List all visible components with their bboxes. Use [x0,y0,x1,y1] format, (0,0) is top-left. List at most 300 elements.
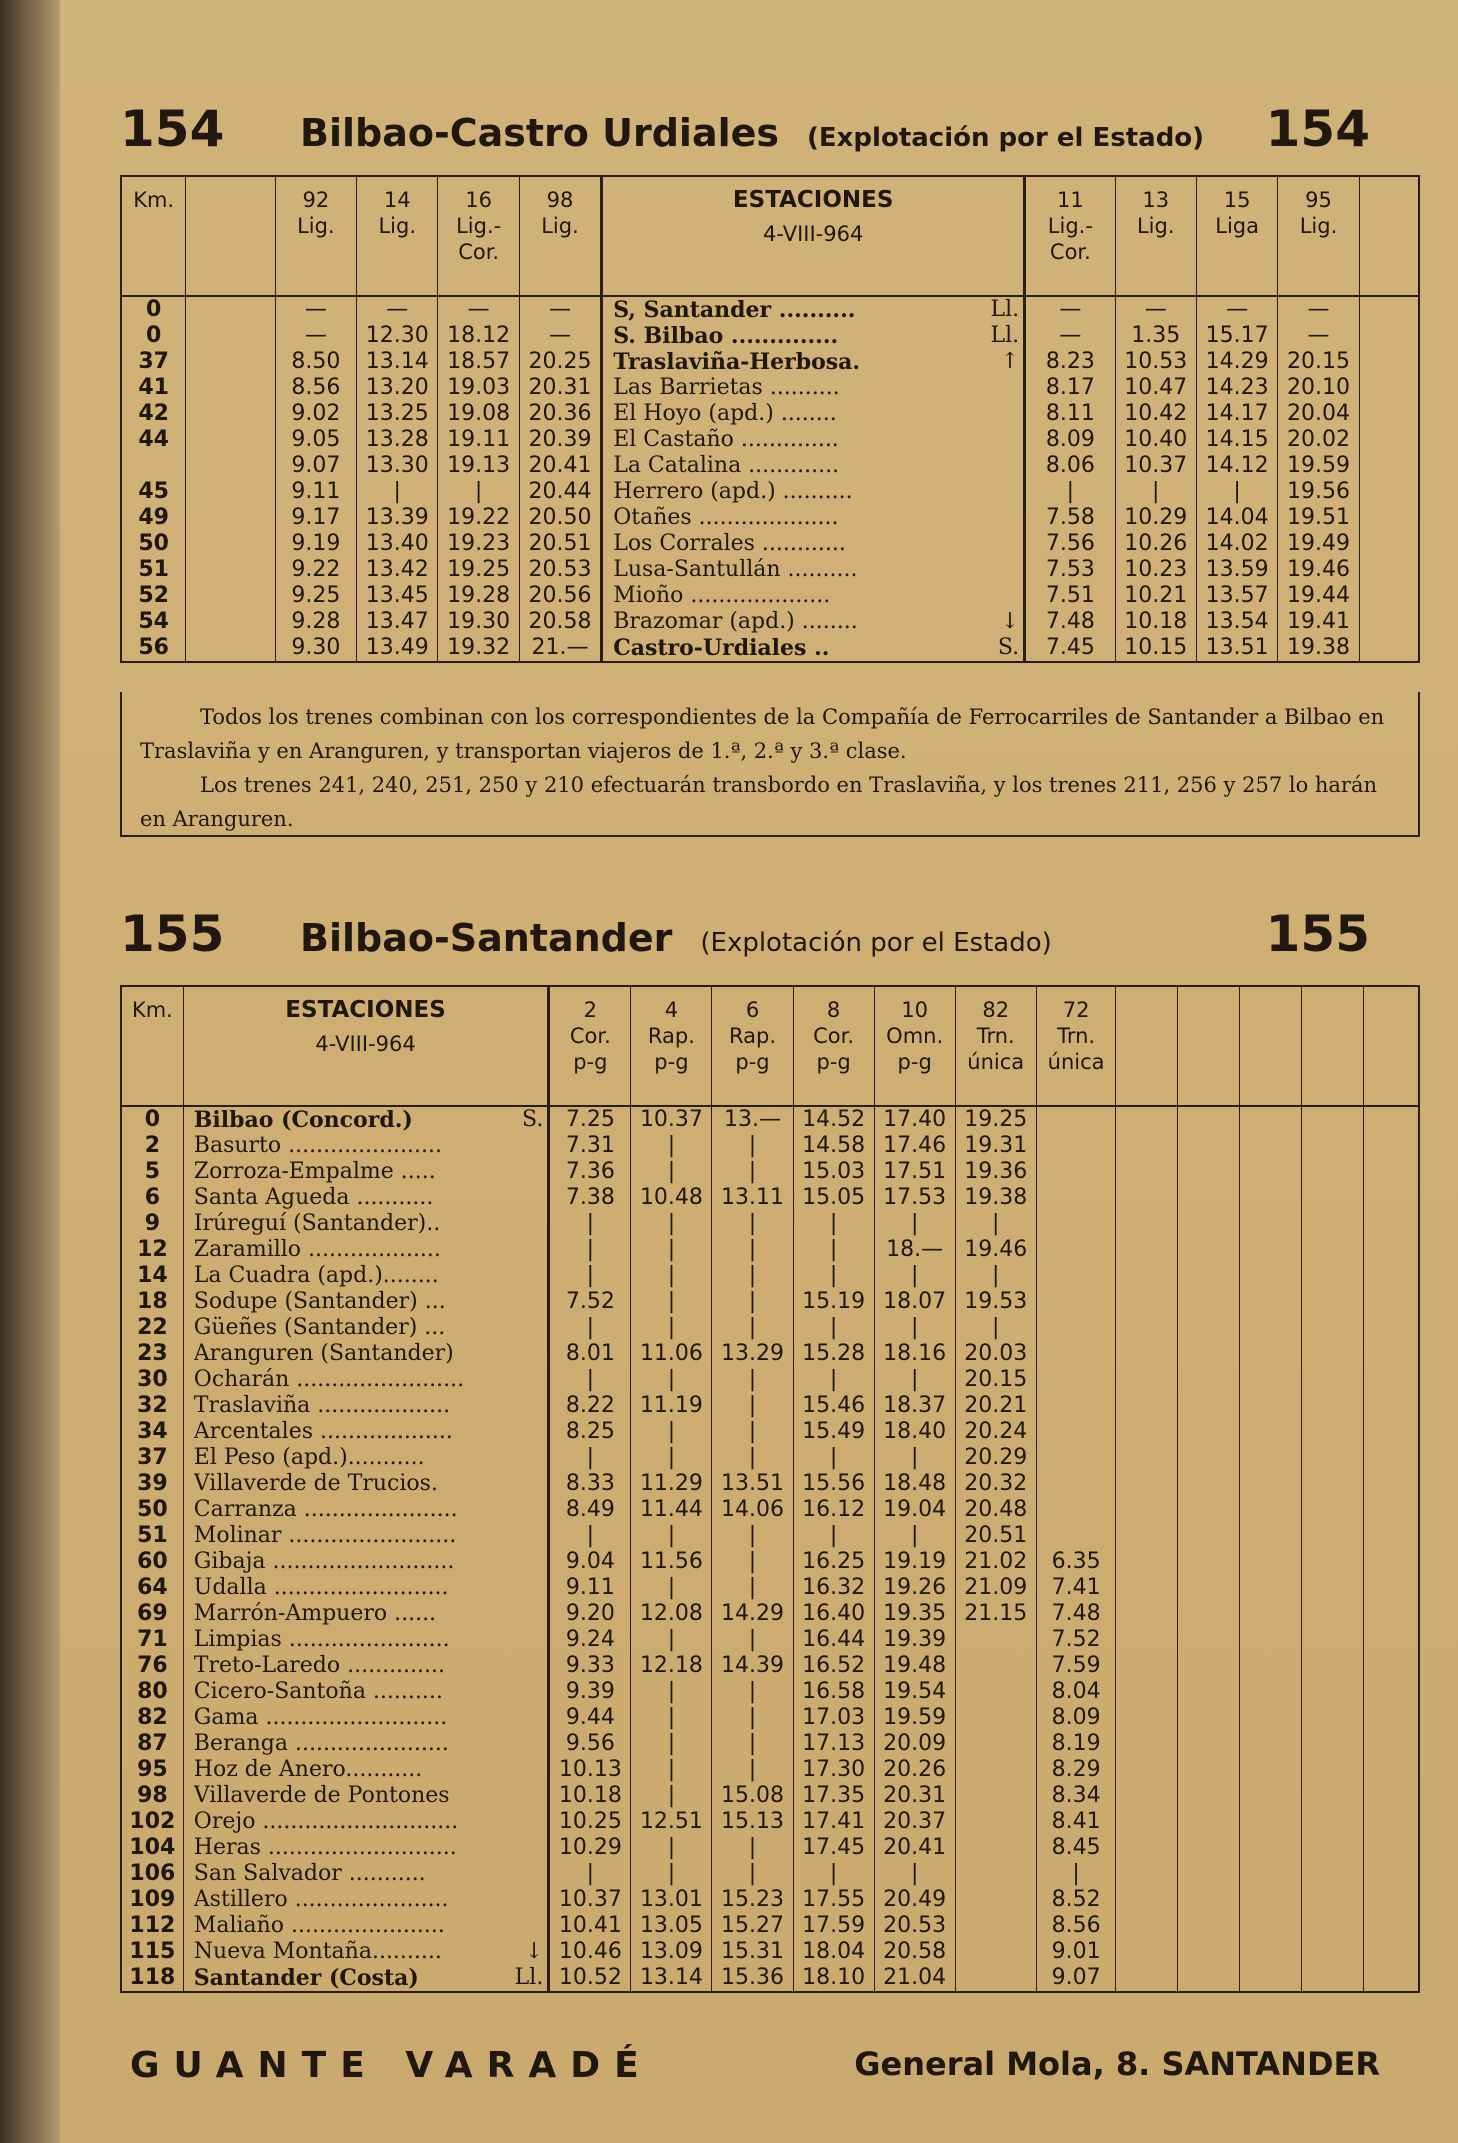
time-cell [960,1887,1032,1913]
station-name: Zorroza-Empalme ..... [193,1159,436,1184]
time-cell: 19.49 [1287,531,1350,556]
time-cell: 12.08 [639,1601,703,1626]
time-cell: 12.30 [365,323,429,348]
note-paragraph: Todos los trenes combinan con los correspondientes de la Compañía de Ferrocarriles de Santander a Bilbao en Traslaviña y en Aranguren, y transportan viajeros de 1.ª, 2.ª y 3.ª clase. [140,705,1385,763]
timetable-154 [120,175,1420,663]
time-cell: 9.30 [291,635,341,660]
time-cell: — [1307,323,1330,348]
station-name: Heras ........................... [193,1835,457,1860]
station-name: Mioño .................... [613,583,831,608]
time-cell [960,1913,1032,1939]
time-cell: 20.21 [964,1393,1028,1418]
time-cell: 13.30 [365,453,429,478]
time-cell: 20.41 [883,1835,947,1860]
station-row [613,609,1019,635]
station-row [194,1705,544,1731]
time-cell [1041,1185,1112,1211]
blank-column [1178,986,1240,1106]
train-header: 8 Cor. p-g [793,986,874,1106]
time-cell: 19.44 [1287,583,1350,608]
station-mark [509,1159,543,1185]
time-cell [960,1731,1032,1757]
station-name: La Catalina ............. [613,453,840,478]
km-cell: 115 [129,1939,176,1964]
station-row [194,1679,544,1705]
time-cell: 9.17 [291,505,341,530]
station-name: Lusa-Santullán .......... [613,557,858,582]
km-cell: 87 [137,1731,168,1756]
time-cell: | [910,1445,919,1470]
station-row [194,1341,544,1367]
station-mark [979,505,1019,531]
time-cell [1041,1133,1112,1159]
station-mark [509,1913,543,1939]
time-cell: 9.19 [291,531,341,556]
time-cell: | [748,1393,757,1418]
km-cell: 49 [138,505,169,530]
time-cell: 19.04 [883,1497,947,1522]
time-cell: 20.41 [528,453,592,478]
time-cell: 10.23 [1124,557,1188,582]
time-cell [1041,1237,1112,1263]
time-cell: | [748,1835,757,1860]
time-cell: 13.09 [639,1939,703,1964]
station-name: Beranga ...................... [193,1731,449,1756]
time-cell: — [386,297,409,322]
time-cell: | [910,1263,919,1288]
time-cell: 17.55 [802,1887,866,1912]
km-cell: 42 [138,401,169,426]
time-cell: 8.33 [565,1471,615,1496]
time-cell: 7.41 [1051,1575,1101,1600]
time-cell: 19.13 [447,453,511,478]
time-cell [960,1939,1032,1965]
time-cell: 20.10 [1287,375,1350,400]
time-cell: | [910,1861,919,1886]
km-cell: 51 [137,1523,168,1548]
time-cell: | [748,1861,757,1886]
time-cell: 21.09 [964,1575,1028,1600]
station-mark [509,1497,543,1523]
time-cell: 16.12 [802,1497,866,1522]
time-cell: 7.59 [1051,1653,1101,1678]
station-mark [509,1783,543,1809]
time-cell: 16.52 [802,1653,866,1678]
time-cell: 10.25 [558,1809,622,1834]
time-cell: 13.39 [365,505,429,530]
time-cell: | [748,1237,757,1262]
station-mark [509,1575,543,1601]
station-mark [509,1835,543,1861]
time-cell: 15.03 [802,1159,866,1184]
station-mark [979,427,1019,453]
time-cell: 14.39 [721,1653,784,1678]
time-cell: | [748,1445,757,1470]
km-cell: 50 [137,1497,168,1522]
station-mark [979,453,1019,479]
station-row [194,1185,544,1211]
km-column [121,296,186,662]
time-cell: 12.51 [639,1809,703,1834]
time-cell: 19.59 [1287,453,1350,478]
time-cell: | [586,1237,595,1262]
station-mark [509,1731,543,1757]
train-header: 14 Lig. [357,176,438,296]
time-cell: 20.02 [1287,427,1350,452]
time-cell: 19.25 [447,557,511,582]
time-cell: 13.45 [365,583,429,608]
time-cell: 15.27 [721,1913,784,1938]
time-cell: 10.15 [1124,635,1188,660]
time-cell: | [586,1445,595,1470]
km-column [121,1106,183,1992]
time-cell: 20.04 [1287,401,1350,426]
km-cell: 14 [137,1263,168,1288]
table-subtitle: (Explotación por el Estado) [700,928,1052,958]
time-cell: 10.29 [1124,505,1188,530]
time-cell: 18.40 [883,1419,947,1444]
time-cell: | [748,1731,757,1756]
km-cell: 23 [137,1341,168,1366]
station-row [194,1237,544,1263]
time-cell: 9.04 [565,1549,615,1574]
time-cell: 8.56 [1051,1913,1101,1938]
time-cell: 7.52 [1051,1627,1101,1652]
time-cell: 17.35 [802,1783,866,1808]
station-mark: Ll. [990,297,1020,322]
train-header: 95 Lig. [1278,176,1359,296]
time-cell: | [748,1679,757,1704]
train-header: 16 Lig.-Cor. [438,176,519,296]
time-cell: 7.51 [1045,583,1095,608]
station-name: Treto-Laredo .............. [193,1653,446,1678]
station-row [194,1211,544,1237]
time-cell: 6.35 [1051,1549,1101,1574]
train-times-column [1115,296,1196,662]
time-cell: 8.25 [565,1419,615,1444]
station-name: Castro-Urdiales .. [613,635,830,661]
time-cell: 19.30 [447,609,511,634]
time-cell: | [992,1263,1000,1288]
time-cell: 9.01 [1051,1939,1101,1964]
time-cell: | [829,1211,838,1236]
time-cell: 10.47 [1124,375,1188,400]
time-cell [1041,1393,1112,1419]
km-cell: 37 [138,349,169,374]
time-cell: 20.37 [883,1809,947,1834]
time-cell: 7.31 [565,1133,615,1158]
time-cell: | [586,1315,595,1340]
station-name: Los Corrales ............ [613,531,846,556]
time-cell: 10.42 [1124,401,1188,426]
station-name: Herrero (apd.) .......... [613,479,853,504]
time-cell: 18.07 [883,1289,947,1314]
station-row [194,1471,544,1497]
time-cell: 8.49 [565,1497,615,1522]
time-cell: — [1059,297,1082,322]
train-header: 82 Trn. única [955,986,1036,1106]
station-name: Traslaviña-Herbosa. [613,349,861,375]
time-cell: | [910,1523,919,1548]
time-cell: 7.48 [1045,609,1095,634]
time-cell: 17.59 [802,1913,866,1938]
time-cell [1041,1107,1112,1133]
station-mark [979,479,1019,505]
station-row [613,583,1019,609]
km-cell: 44 [138,427,169,452]
station-mark [509,1679,543,1705]
time-cell: | [474,479,483,504]
km-cell: 106 [129,1861,176,1886]
train-header: 11 Lig.-Cor. [1025,176,1115,296]
station-row [194,1757,544,1783]
time-cell: | [829,1237,838,1262]
station-mark: S. [997,635,1020,660]
km-cell: 50 [138,531,169,556]
time-cell: 9.20 [565,1601,615,1626]
time-cell: 10.37 [558,1887,622,1912]
time-cell: 10.52 [558,1965,622,1990]
km-cell: 98 [137,1783,168,1808]
time-cell: 20.50 [528,505,592,530]
station-row [194,1133,544,1159]
km-cell: 32 [137,1393,168,1418]
time-cell: 20.31 [528,375,592,400]
time-cell: 14.29 [1205,349,1269,374]
time-cell: 17.46 [883,1133,947,1158]
time-cell: 8.45 [1051,1835,1101,1860]
station-mark [509,1445,543,1471]
station-row [613,401,1019,427]
time-cell: 21.— [531,635,589,660]
station-name: Zaramillo ................... [193,1237,441,1262]
station-mark [509,1523,543,1549]
time-cell: 10.29 [558,1835,622,1860]
time-cell: — [549,297,572,322]
time-cell: 8.09 [1051,1705,1101,1730]
station-row [613,349,1019,375]
time-cell [1041,1367,1112,1393]
time-cell: | [748,1263,757,1288]
time-cell: 18.12 [447,323,511,348]
time-cell: 10.26 [1124,531,1188,556]
time-cell: 18.37 [883,1393,947,1418]
time-cell: | [829,1367,838,1392]
time-cell: 9.11 [565,1575,615,1600]
time-cell: | [667,1133,676,1158]
time-cell [1041,1445,1112,1471]
station-name: San Salvador ........... [193,1861,426,1886]
station-mark [979,375,1019,401]
blank-cell [1178,1106,1240,1992]
time-cell: 18.04 [802,1939,866,1964]
footer-address: General Mola, 8. SANTANDER [854,2045,1380,2083]
station-row [194,1445,544,1471]
time-cell: 15.46 [802,1393,866,1418]
station-name: Molinar ........................ [193,1523,457,1548]
time-cell: | [748,1133,757,1158]
train-header: 6 Rap. p-g [712,986,793,1106]
train-header: 10 Omn. p-g [874,986,955,1106]
train-times-column [955,1106,1036,1992]
time-cell: 20.48 [964,1497,1028,1522]
time-cell: 8.50 [291,349,341,374]
station-mark [509,1861,543,1887]
time-cell: | [667,1315,676,1340]
time-cell: 20.49 [883,1887,947,1912]
time-cell: | [667,1419,676,1444]
station-row [194,1653,544,1679]
train-header: 98 Lig. [519,176,601,296]
station-mark [979,401,1019,427]
time-cell: | [667,1367,676,1392]
time-cell: 19.11 [447,427,511,452]
station-name: Maliaño ...................... [193,1913,445,1938]
table-number-right: 154 [1265,100,1370,158]
time-cell: 9.56 [565,1731,615,1756]
time-cell: 9.25 [291,583,341,608]
time-cell: | [667,1159,676,1184]
time-cell: 8.04 [1051,1679,1101,1704]
time-cell: 15.31 [721,1939,784,1964]
time-cell: | [586,1367,595,1392]
blank-column [1364,986,1419,1106]
station-row [194,1263,544,1289]
train-times-column [1036,1106,1116,1992]
km-cell: 82 [137,1705,168,1730]
time-cell: | [829,1263,838,1288]
time-cell: 19.38 [1287,635,1350,660]
time-cell: 13.40 [365,531,429,556]
train-header: 92 Lig. [275,176,356,296]
time-cell: | [586,1263,595,1288]
note-paragraph: Los trenes 241, 240, 251, 250 y 210 efectuarán transbordo en Traslaviña, y los trenes 211, 256 y 257 lo harán en Aranguren. [140,773,1378,831]
time-cell: 8.34 [1051,1783,1101,1808]
time-cell [1041,1159,1112,1185]
time-cell: — [304,297,327,322]
km-cell: 0 [144,1107,161,1132]
time-cell: 10.37 [1124,453,1188,478]
km-cell: 104 [129,1835,176,1860]
station-row [194,1783,544,1809]
time-cell: 9.02 [291,401,341,426]
time-cell: | [748,1211,757,1236]
time-cell: 14.12 [1205,453,1269,478]
station-row [613,427,1019,453]
station-mark [509,1211,543,1237]
station-row [613,297,1019,323]
km-cell: 51 [138,557,169,582]
station-row [613,635,1019,661]
time-cell: | [829,1445,838,1470]
km-cell: 34 [137,1419,168,1444]
time-cell: 16.25 [802,1549,866,1574]
time-cell: 13.49 [365,635,429,660]
time-cell: 19.59 [883,1705,947,1730]
time-cell [1041,1471,1112,1497]
time-cell: — [549,323,572,348]
time-cell: 14.06 [721,1497,784,1522]
time-cell: 7.58 [1045,505,1095,530]
time-cell: 14.04 [1205,505,1269,530]
station-name: Nueva Montaña.......... [193,1939,442,1964]
station-name: Villaverde de Pontones [193,1783,450,1808]
blank-cell [1359,296,1419,662]
km-cell: 45 [138,479,169,504]
time-cell: | [667,1211,676,1236]
time-cell: | [748,1757,757,1782]
blank-column [1116,986,1178,1106]
time-cell: — [1307,297,1330,322]
time-cell: — [304,323,327,348]
station-row [194,1913,544,1939]
time-cell: | [667,1237,676,1262]
blank-column [1302,986,1364,1106]
time-cell: | [667,1731,676,1756]
time-cell [960,1965,1032,1991]
time-cell: 13.20 [365,375,429,400]
time-cell [960,1627,1032,1653]
time-cell: 20.53 [883,1913,947,1938]
km-cell: 0 [145,297,162,322]
station-name: Gibaja .......................... [193,1549,455,1574]
km-cell: 102 [129,1809,176,1834]
table-title: Bilbao-Castro Urdiales [300,111,780,155]
time-cell: 10.53 [1124,349,1188,374]
station-name: Astillero ...................... [193,1887,449,1912]
time-cell: | [1066,479,1075,504]
station-name: Marrón-Ampuero ...... [193,1601,437,1626]
station-name: Gama .......................... [193,1705,448,1730]
time-cell: 19.35 [883,1601,947,1626]
time-cell: 13.51 [1205,635,1269,660]
time-cell: 20.39 [528,427,592,452]
time-cell: 19.19 [883,1549,947,1574]
time-cell: | [910,1315,919,1340]
time-cell: | [829,1523,838,1548]
time-cell: 20.25 [528,349,592,374]
time-cell: 14.23 [1205,375,1269,400]
train-header: 72 Trn. única [1036,986,1116,1106]
time-cell: 18.10 [802,1965,866,1990]
time-cell [960,1757,1032,1783]
station-mark [509,1627,543,1653]
km-cell: 54 [138,609,169,634]
time-cell: 10.46 [558,1939,622,1964]
station-name: Udalla ......................... [193,1575,449,1600]
time-cell [1041,1523,1112,1549]
time-cell [960,1653,1032,1679]
time-cell: — [1144,297,1167,322]
station-mark [509,1341,543,1367]
time-cell: 13.— [724,1107,781,1132]
time-cell: 15.28 [802,1341,866,1366]
station-name: Güeñes (Santander) ... [193,1315,446,1340]
stations-column [183,1106,549,1992]
time-cell: 9.44 [565,1705,615,1730]
time-cell: 14.17 [1205,401,1269,426]
table-subtitle: (Explotación por el Estado) [807,123,1205,153]
time-cell: 17.03 [802,1705,866,1730]
time-cell: 8.06 [1045,453,1095,478]
time-cell: 11.19 [639,1393,703,1418]
time-cell: | [748,1315,757,1340]
time-cell: 20.53 [528,557,592,582]
time-cell: 19.26 [883,1575,947,1600]
train-times-column [1278,296,1359,662]
blank-cell [186,296,275,662]
km-cell: 52 [138,583,169,608]
